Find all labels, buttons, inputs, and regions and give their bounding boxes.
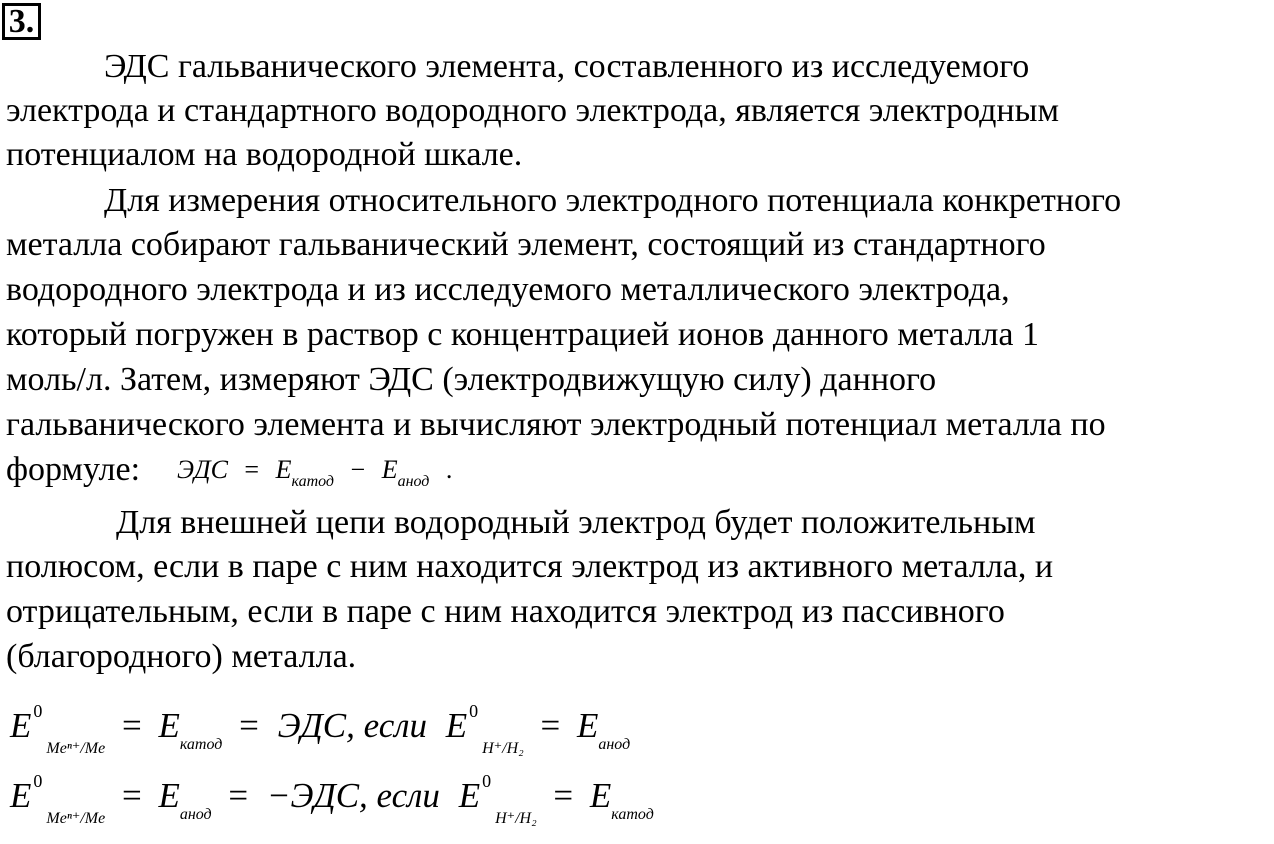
minus-sign: − (350, 455, 366, 484)
hydrogen-potential-symbol: E (445, 706, 468, 745)
paragraph-3-line-3: отрицательным, если в паре с ним находится электрод из пассивного (6, 593, 1005, 630)
equals-sign: = (553, 776, 574, 815)
formula-passive-metal (10, 756, 654, 844)
negative-emf-condition-text: −ЭДС, если (266, 776, 440, 815)
emf-symbol: ЭДС (177, 455, 228, 484)
paragraph-3-line-4: (благородного) металла. (6, 638, 357, 675)
equals-sign: = (540, 706, 561, 745)
anode-subscript: анод (598, 736, 631, 753)
anode-potential-symbol: E (381, 455, 398, 484)
hydrogen-subscript: H⁺/H₂ (482, 740, 524, 757)
metal-ion-subscript: Meⁿ⁺/Me (46, 740, 106, 757)
equals-sign: = (239, 706, 259, 745)
paragraph-2-line-7: формуле: (6, 451, 141, 488)
paragraph-3-line-1: Для внешней цепи водородный электрод будет положительным (116, 504, 1036, 541)
paragraph-2-line-3: водородного электрода и из исследуемого металлического электрода, (6, 271, 1010, 308)
equals-sign: = (121, 776, 142, 815)
task-number-box: 3. (2, 3, 41, 40)
standard-superscript: 0 (33, 771, 43, 791)
cathode-subscript: катод (611, 806, 654, 823)
paragraph-1-line-2: электрода и стандартного водородного электрода, является электродным (6, 92, 1059, 129)
anode-potential-symbol: E (576, 706, 599, 745)
standard-potential-symbol: E (10, 776, 32, 815)
anode-potential-symbol: E (158, 776, 180, 815)
hydrogen-potential-symbol: E (458, 776, 481, 815)
paragraph-1-line-1: ЭДС гальванического элемента, составленного из исследуемого (104, 48, 1030, 85)
cathode-potential-symbol: E (589, 776, 612, 815)
paragraph-2-line-1: Для измерения относительного электродного потенциала конкретного (104, 182, 1122, 219)
paragraph-2-line-5: моль/л. Затем, измеряют ЭДС (электродвижущую силу) данного (6, 361, 937, 398)
hydrogen-subscript: H⁺/H₂ (495, 810, 537, 827)
hydrogen-superscript: 0 (469, 701, 479, 721)
paragraph-2-line-6: гальванического элемента и вычисляют электродный потенциал металла по (6, 406, 1106, 443)
cathode-potential-symbol: E (158, 706, 180, 745)
paragraph-3-line-2: полюсом, если в паре с ним находится электрод из активного металла, и (6, 548, 1054, 585)
equals-sign: = (244, 455, 260, 484)
paragraph-2-line-2: металла собирают гальванический элемент, состоящий из стандартного (6, 226, 1046, 263)
cathode-subscript: катод (179, 736, 223, 753)
metal-ion-subscript: Meⁿ⁺/Me (46, 810, 106, 827)
standard-potential-symbol: E (10, 706, 32, 745)
paragraph-2-line-4: который погружен в раствор с концентрацией ионов данного металла 1 (6, 316, 1039, 353)
paragraph-1-line-3: потенциалом на водородной шкале. (6, 136, 523, 173)
equals-sign: = (228, 776, 249, 815)
formula-period: . (445, 455, 453, 484)
cathode-potential-symbol: E (275, 455, 292, 484)
anode-subscript: анод (397, 473, 430, 490)
emf-inline-formula (177, 450, 452, 502)
standard-superscript: 0 (33, 701, 43, 721)
cathode-subscript: катод (291, 473, 335, 490)
hydrogen-superscript: 0 (482, 771, 492, 791)
equals-sign: = (121, 706, 142, 745)
anode-subscript: анод (179, 806, 212, 823)
emf-condition-text: ЭДС, если (277, 706, 428, 745)
